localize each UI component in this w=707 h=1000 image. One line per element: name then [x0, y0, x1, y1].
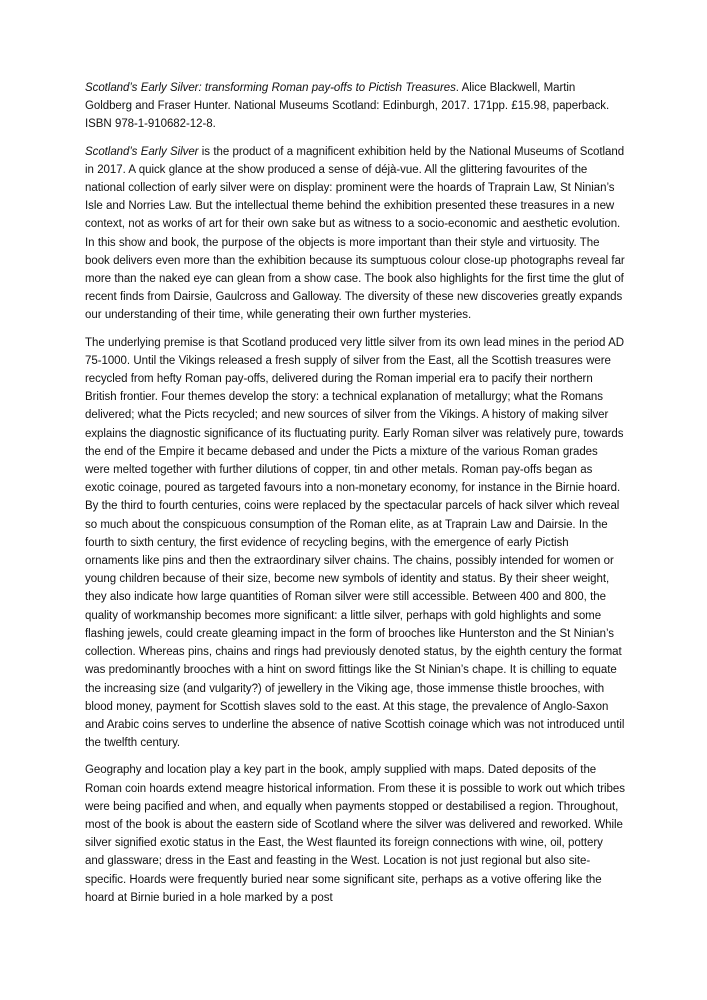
- body-paragraph-2: The underlying premise is that Scotland produced very little silver from its own lead mines in the period AD 75-1000. Until the Vikings released a fresh supply of silver from the East, all the Scottish treasures were recycled from hefty Roman pay-offs, delivered during the Roman imperial era to pacify their northern British frontier. Four themes develop the story: a technical explanation of metallurgy; what the Romans delivered; what the Picts recycled; and new sources of silver from the Vikings. A history of making silver explains the diagnostic significance of its fluctuating purity. Early Roman silver was relatively pure, towards the end of the Empire it became debased and under the Picts a mixture of the various Roman grades were melted together with further dilutions of copper, tin and other metals. Roman pay-offs began as exotic coinage, poured as targeted favours into a non-monetary economy, for instance in the Birnie hoard. By the third to fourth centuries, coins were replaced by the spectacular parcels of hack silver which reveal so much about the conspicuous consumption of the Roman elite, as at Traprain Law and Dairsie. In the fourth to sixth century, the first evidence of recycling begins, with the emergence of early Pictish ornaments like pins and then the extraordinary silver chains. The chains, possibly intended for women or young children because of their size, become new symbols of identity and status. By their sheer weight, they also indicate how large quantities of Roman silver were still accessible. Between 400 and 800, the quality of workmanship becomes more significant: a little silver, perhaps with gold highlights and some flashing jewels, could create gleaming impact in the form of brooches like Hunterston and the St Ninian’s collection. Whereas pins, chains and rings had previously denoted status, by the eighth century the format was predominantly brooches with a hint on sword fittings like the St Ninian’s chape. It is chilling to equate the increasing size (and vulgarity?) of jewellery in the Viking age, those immense thistle brooches, with blood money, payment for Scottish slaves sold to the east. At this stage, the prevalence of Anglo-Saxon and Arabic coins serves to underline the absence of native Scottish coinage which was not introduced until the twelfth century.: [85, 336, 625, 750]
- intro-book-title: Scotland’s Early Silver: [85, 145, 199, 158]
- book-title: Scotland’s Early Silver: transforming Roman pay-offs to Pictish Treasures: [85, 82, 456, 94]
- body-paragraph-3: Geography and location play a key part in the book, amply supplied with maps. Dated deposits of the Roman coin hoards extend meagre historical information. From these it is possible to work out which tribes were being pacified and when, and equally when payments stopped or destabilised a region. Throughout, most of the book is about the eastern side of Scotland where the silver was delivered and reworked. While silver signified exotic status in the East, the West flaunted its foreign connections with wine, oil, pottery and glassware; dress in the East and feasting in the West. Location is not just regional but also site-specific. Hoards were frequently buried near some significant site, perhaps as a votive offering like the hoard at Birnie buried in a hole marked by a post: [85, 764, 625, 904]
- review-page: [85, 79, 625, 916]
- intro-text: is the product of a magnificent exhibition held by the National Museums of Scotland in 2017. A quick glance at the show produced a sense of déjà-vue. All the glittering favourites of the national collection of early silver were on display: prominent were the hoards of Traprain Law, St Ninian’s Isle and Norries Law. But the intellectual theme behind the exhibition presented these treasures in a new context, not as works of art for their own sake but as witness to a socio-economic and aesthetic evolution. In this show and book, the purpose of the objects is more important than their style and virtuosity. The book delivers even more than the exhibition because its sumptuous colour close-up photographs reveal far more than the naked eye can glean from a show case. The book also highlights for the first time the glut of recent finds from Dairsie, Gaulcross and Galloway. The diversity of these new discoveries greatly expands our understanding of their time, while generating their own further mysteries.: [85, 145, 625, 322]
- citation-details: . Alice Blackwell, Martin Goldberg and Fraser Hunter. National Museums Scotland: Edinburgh, 2017. 171pp. £15.98, paperback. ISBN 978-1-910682-12-8.: [85, 82, 610, 131]
- citation-paragraph: [85, 79, 625, 134]
- intro-paragraph: [85, 143, 625, 325]
